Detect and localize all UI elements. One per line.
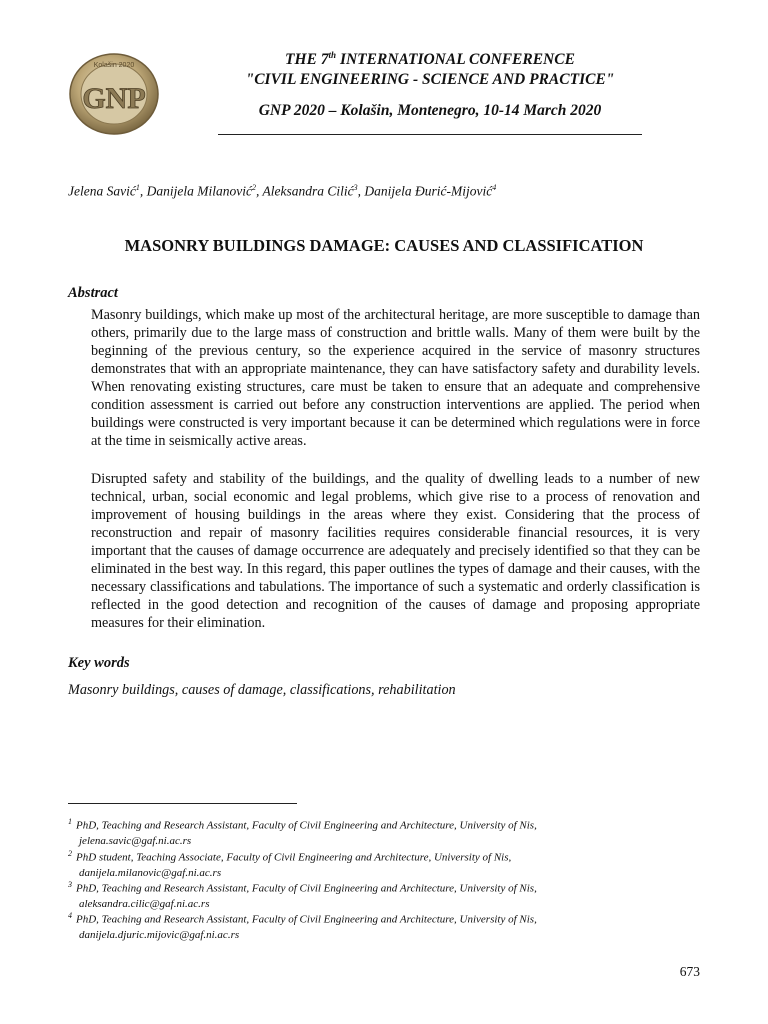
author-name: Jelena Savić	[68, 183, 136, 199]
conference-title-line-1: THE 7th INTERNATIONAL CONFERENCE	[285, 49, 575, 68]
author-affiliation-ref: 1	[135, 183, 140, 192]
author-list: Jelena Savić$^1$, Danijela Milanović$^2$, Aleksandra Cilić$^3$, Danijela Đurić-Mijović$^4$	[68, 183, 497, 199]
author-name: Danijela Milanović	[146, 183, 252, 199]
header-divider	[218, 134, 642, 135]
footnote: $^4$ PhD, Teaching and Research Assistant, Faculty of Civil Engineering and Architecture, University of Nis, danijela.djuric.mijovic@gaf.ni.ac.rs	[68, 908, 708, 943]
keywords-text: Masonry buildings, causes of damage, classifications, rehabilitation	[68, 682, 456, 698]
footnote-email: aleksandra.cilic@gaf.ni.ac.rs	[79, 897, 210, 910]
svg-text:Kolašin 2020: Kolašin 2020	[93, 62, 135, 69]
footnote-email: danijela.djuric.mijovic@gaf.ni.ac.rs	[79, 928, 240, 941]
footnote: $^1$ PhD, Teaching and Research Assistant, Faculty of Civil Engineering and Architecture, University of Nis, jelena.savic@gaf.ni.ac.rs	[68, 814, 708, 849]
author-name: Danijela Đurić-Mijović	[364, 183, 493, 199]
paper-title: MASONRY BUILDINGS DAMAGE: CAUSES AND CLASSIFICATION	[124, 236, 644, 255]
author-affiliation-ref: 3	[353, 183, 358, 192]
author-affiliation-ref: 2	[251, 183, 256, 192]
abstract-paragraph: Masonry buildings, which make up most of the architectural heritage, are more susceptible to damage than others, primarily due to the large mass of construction and brittle walls. Many of them were built by the beginning of the previous century, so the experience acquired in the service of masonry structures demonstrates that with an appropriate maintenance, they can have satisfactory safety and durability levels. When renovating existing structures, care must be taken to ensure that an adequate and comprehensive condition assessment is carried out before any construction interventions are applied. The period when buildings were constructed is very important because it can be determined which regulations were in force at the time in seismically active areas.	[91, 307, 700, 449]
conference-seal-logo	[68, 52, 160, 136]
footnote-email: jelena.savic@gaf.ni.ac.rs	[79, 834, 192, 847]
conference-title-line-2: "CIVIL ENGINEERING - SCIENCE AND PRACTICE"	[245, 71, 615, 88]
footnote: $^3$ PhD, Teaching and Research Assistant, Faculty of Civil Engineering and Architecture, University of Nis, aleksandra.cilic@gaf.ni.ac.rs	[68, 877, 708, 912]
author-affiliation-ref: 4	[492, 183, 497, 192]
abstract-heading: Abstract	[68, 285, 118, 301]
svg-text:GNP: GNP	[82, 82, 146, 115]
conference-venue-line: GNP 2020 – Kolašin, Montenegro, 10-14 March 2020	[258, 102, 602, 119]
footnote-divider	[68, 803, 297, 804]
page-number: 673	[679, 964, 700, 979]
author-name: Aleksandra Cilić	[262, 183, 354, 199]
footnote-email: danijela.milanovic@gaf.ni.ac.rs	[79, 866, 222, 879]
abstract-paragraph: Disrupted safety and stability of the buildings, and the quality of dwelling leads to a number of new technical, urban, social economic and legal problems, which give rise to a process of renovation and improvement of housing buildings in the areas where they exist. Considering that the process of reconstruction and repair of masonry facilities requires considerable financial resources, it is very important that the causes of damage occurrence are adequately and precisely identified so that they can be eliminated in the best way. In this regard, this paper outlines the types of damage and their causes, with the necessary classifications and tabulations. The importance of such a systematic and orderly classification is reflected in the good detection and recognition of the causes of damage and proposing appropriate measures for their elimination.	[91, 471, 700, 631]
footnote: $^2$ PhD student, Teaching Associate, Faculty of Civil Engineering and Architecture, University of Nis, danijela.milanovic@gaf.ni.ac.rs	[68, 846, 708, 881]
keywords-heading: Key words	[68, 655, 130, 671]
